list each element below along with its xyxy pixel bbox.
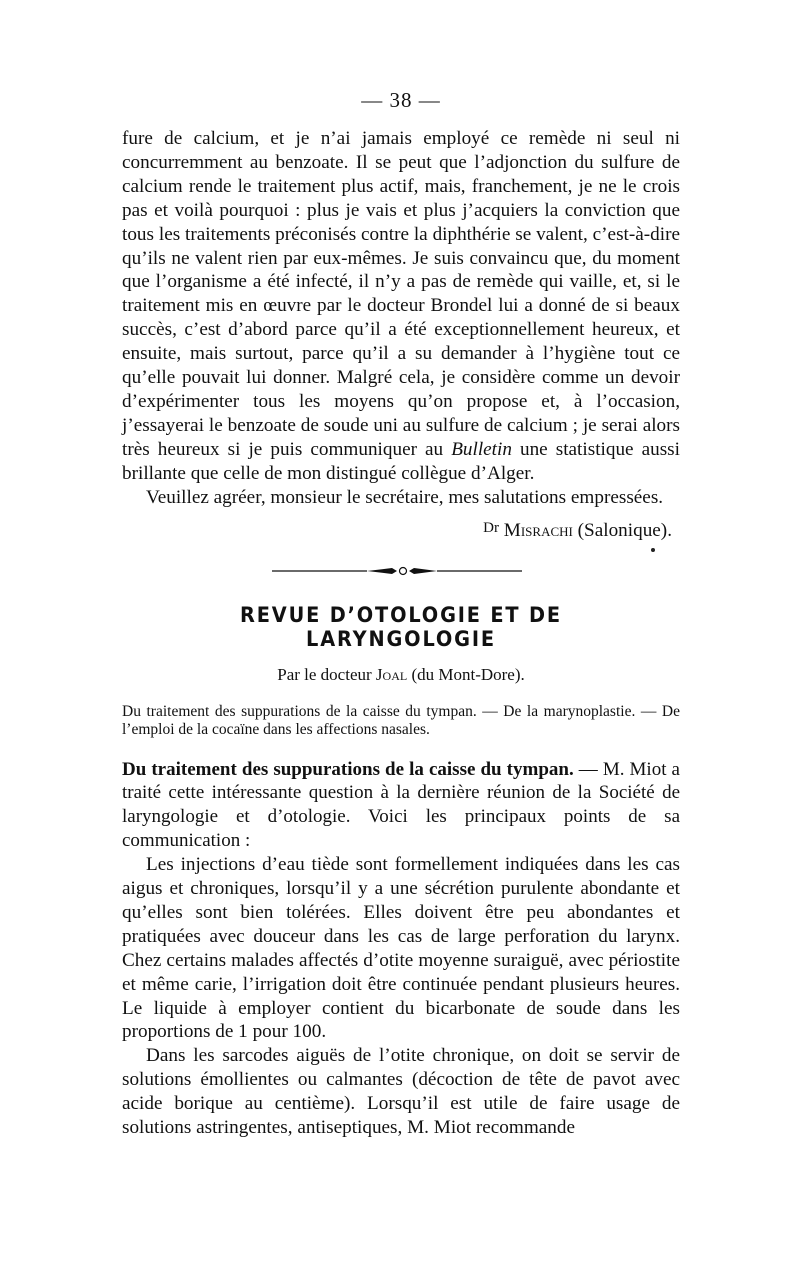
section-byline: Par le docteur Joal (du Mont-Dore). (277, 664, 525, 684)
page-number: — 38 — (361, 88, 441, 112)
article-heading: Du traitement des suppurations de la caisse du tympan. (122, 758, 574, 780)
letter-paragraph-2: Veuillez agréer, monsieur le secrétaire, mes salutations empressées. (146, 486, 664, 508)
article-paragraph-2: Dans les sarcodes aiguës de l’otite chronique, on doit se servir de solutions émollientes ou calmantes (décoction de tête de pavot avec acide borique au centième). Lorsqu’il est utile de faire usage de solutions astringentes, antiseptiques, M. Miot recommande (122, 1045, 680, 1139)
section-divider (122, 557, 680, 585)
signature-name: Misrachi (503, 519, 573, 541)
letter-body (122, 127, 680, 510)
article-body (122, 853, 680, 1140)
signature-place: (Salonique). (577, 519, 672, 541)
section-title: REVUE D’OTOLOGIE ET DE LARYNGOLOGIE (240, 602, 562, 651)
bulletin-title: Bulletin (451, 438, 512, 460)
article-lead: Du traitement des suppurations de la caisse du tympan. — M. Miot a traité cette intéressante question à la dernière réunion de la Société de laryngologie et d’otologie. Voici les principaux points de sa communication : (122, 758, 680, 852)
signature-title: Dr (483, 519, 499, 536)
section-summary: Du traitement des suppurations de la caisse du tympan. — De la marynoplastie. — De l’emploi de la cocaïne dans les affections nasales. (122, 702, 680, 738)
byline-author: Joal (375, 664, 408, 684)
letter-paragraph-1: fure de calcium, et je n’ai jamais employé ce remède ni seul ni concurremment au benzoate. Il se peut que l’adjonction du sulfure de calcium rende le traitement plus actif, mais, franchement, je ne le crois pas et voilà pourquoi : plus je vais et plus j’acquiers la conviction que tous les traitements préconisés contre la diphthérie se valent, c’est-à-dire qu’ils ne valent rien par eux-mêmes. Je suis convaincu que, du moment que l’organisme a été infecté, il n’y a pas de remède qui vaille, et, si le traitement mis en œuvre par le docteur Brondel lui a donné de si beaux succès, c’est d’abord parce qu’il a été exceptionnellement heureux, et ensuite, mais surtout, parce qu’il a su demander à l’hygiène tout ce qu’elle pouvait lui donner. Malgré cela, je considère comme un devoir d’expérimenter tous les moyens qu’on propose et, à l’occasion, j’essayerai le benzoate de soude uni au sulfure de calcium ; je serai alors très heureux si je puis communiquer au Bulletin une statistique aussi brillante que celle de mon distingué collègue d’Alger. (122, 128, 680, 484)
article-paragraph-1: Les injections d’eau tiède sont formellement indiquées dans les cas aigus et chroniques, lorsqu’il y a une sécrétion purulente abondante et qu’elles sont bien tolérées. Elles doivent être peu abondantes et pratiquées avec douceur dans les cas de large perforation du larynx. Chez certains malades affectés d’otite moyenne suraiguë, avec périostite et même carie, l’irrigation doit être continuée pendant plusieurs heures. Le liquide à employer contient du bicarbonate de soude dans les proportions de 1 pour 100. (122, 854, 680, 1043)
ink-speck (651, 548, 655, 552)
letter-signature (122, 516, 680, 543)
ornamental-rule-icon (272, 565, 522, 577)
document-page (122, 88, 680, 1140)
